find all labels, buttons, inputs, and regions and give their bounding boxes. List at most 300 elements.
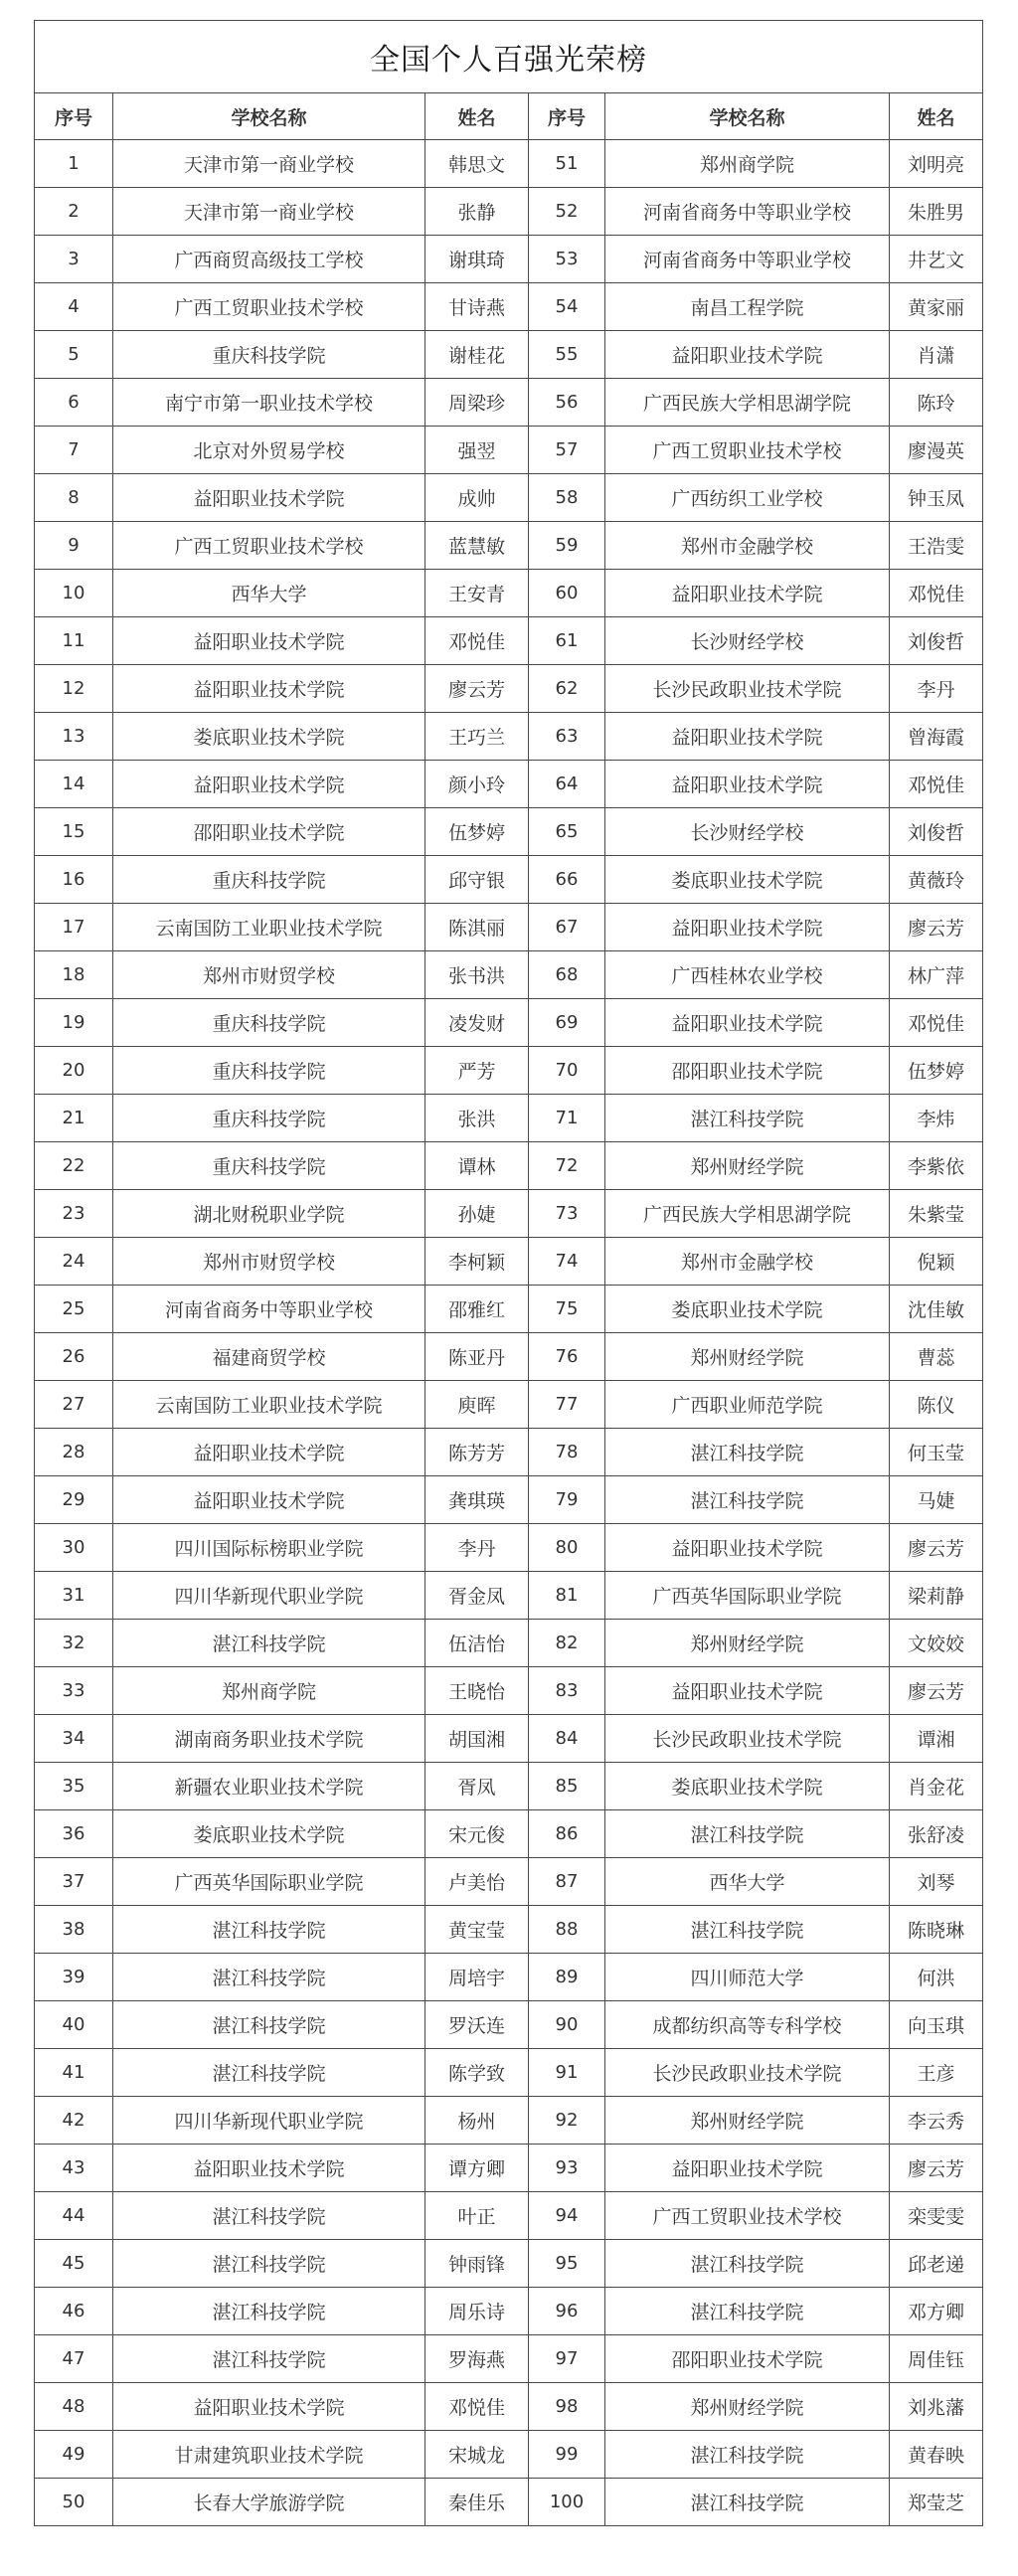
table-row: [35, 665, 983, 713]
left-rank-cell: 39: [35, 1954, 113, 2001]
table-row: [35, 1429, 983, 1476]
left-rank-cell: 34: [35, 1715, 113, 1763]
left-name-cell: 杨州: [425, 2097, 529, 2145]
left-school-cell: 湛江科技学院: [113, 1954, 425, 2001]
right-name-cell: 倪颖: [890, 1238, 983, 1286]
left-school-cell: 广西工贸职业技术学校: [113, 522, 425, 570]
right-rank-cell: 88: [529, 1906, 605, 1954]
right-name-cell: 黄家丽: [890, 283, 983, 331]
left-name-cell: 谢琪琦: [425, 236, 529, 283]
left-name-cell: 周梁珍: [425, 379, 529, 427]
right-school-cell: 益阳职业技术学院: [605, 999, 890, 1047]
left-name-cell: 谭林: [425, 1142, 529, 1190]
left-rank-cell: 13: [35, 713, 113, 761]
left-rank-cell: 43: [35, 2145, 113, 2192]
right-name-cell: 刘兆藩: [890, 2383, 983, 2431]
table-row: [35, 1047, 983, 1095]
right-school-cell: 长沙民政职业技术学院: [605, 1715, 890, 1763]
table-row: [35, 761, 983, 808]
right-rank-cell: 85: [529, 1763, 605, 1810]
left-rank-cell: 6: [35, 379, 113, 427]
left-rank-cell: 29: [35, 1476, 113, 1524]
right-name-cell: 何玉莹: [890, 1429, 983, 1476]
table-row: [35, 236, 983, 283]
right-name-cell: 肖金花: [890, 1763, 983, 1810]
right-rank-cell: 65: [529, 808, 605, 856]
right-rank-cell: 71: [529, 1095, 605, 1142]
right-rank-cell: 80: [529, 1524, 605, 1572]
table-row: [35, 1954, 983, 2001]
right-name-cell: 沈佳敏: [890, 1286, 983, 1333]
left-name-cell: 叶正: [425, 2192, 529, 2240]
right-rank-cell: 61: [529, 617, 605, 665]
left-school-cell: 福建商贸学校: [113, 1333, 425, 1381]
table-row: [35, 570, 983, 617]
left-rank-cell: 48: [35, 2383, 113, 2431]
table-row: [35, 1572, 983, 1620]
right-school-cell: 益阳职业技术学院: [605, 761, 890, 808]
left-rank-cell: 1: [35, 140, 113, 188]
right-rank-cell: 91: [529, 2049, 605, 2097]
left-name-cell: 李柯颖: [425, 1238, 529, 1286]
left-name-cell: 甘诗燕: [425, 283, 529, 331]
right-school-cell: 广西民族大学相思湖学院: [605, 1190, 890, 1238]
table-row: [35, 2479, 983, 2526]
table-row: [35, 1715, 983, 1763]
right-school-cell: 湛江科技学院: [605, 1095, 890, 1142]
table-row: [35, 2288, 983, 2335]
left-rank-cell: 27: [35, 1381, 113, 1429]
right-rank-cell: 79: [529, 1476, 605, 1524]
right-school-cell: 郑州市金融学校: [605, 522, 890, 570]
left-name-cell: 秦佳乐: [425, 2479, 529, 2526]
left-rank-cell: 42: [35, 2097, 113, 2145]
right-school-cell: 广西工贸职业技术学校: [605, 427, 890, 474]
right-rank-cell: 74: [529, 1238, 605, 1286]
right-school-cell: 河南省商务中等职业学校: [605, 188, 890, 236]
left-rank-cell: 20: [35, 1047, 113, 1095]
left-rank-cell: 18: [35, 951, 113, 999]
right-rank-cell: 73: [529, 1190, 605, 1238]
table-row: [35, 379, 983, 427]
header-school-left: 学校名称: [113, 93, 425, 140]
right-name-cell: 廖云芳: [890, 904, 983, 951]
table-row: [35, 808, 983, 856]
right-rank-cell: 76: [529, 1333, 605, 1381]
right-name-cell: 张舒凌: [890, 1810, 983, 1858]
table-row: [35, 1620, 983, 1667]
ranking-table: [34, 20, 983, 2526]
left-name-cell: 周培宇: [425, 1954, 529, 2001]
left-school-cell: 益阳职业技术学院: [113, 665, 425, 713]
right-school-cell: 娄底职业技术学院: [605, 1763, 890, 1810]
right-school-cell: 益阳职业技术学院: [605, 713, 890, 761]
left-rank-cell: 45: [35, 2240, 113, 2288]
left-school-cell: 郑州市财贸学校: [113, 951, 425, 999]
left-school-cell: 益阳职业技术学院: [113, 2145, 425, 2192]
right-rank-cell: 55: [529, 331, 605, 379]
right-school-cell: 益阳职业技术学院: [605, 570, 890, 617]
right-school-cell: 广西民族大学相思湖学院: [605, 379, 890, 427]
table-row: [35, 856, 983, 904]
right-school-cell: 湛江科技学院: [605, 1810, 890, 1858]
left-school-cell: 天津市第一商业学校: [113, 188, 425, 236]
right-name-cell: 谭湘: [890, 1715, 983, 1763]
right-school-cell: 长沙财经学校: [605, 617, 890, 665]
right-school-cell: 湛江科技学院: [605, 1476, 890, 1524]
left-school-cell: 甘肃建筑职业技术学院: [113, 2431, 425, 2479]
table-row: [35, 1381, 983, 1429]
right-school-cell: 湛江科技学院: [605, 2288, 890, 2335]
right-name-cell: 伍梦婷: [890, 1047, 983, 1095]
right-school-cell: 郑州财经学院: [605, 2097, 890, 2145]
left-name-cell: 陈学致: [425, 2049, 529, 2097]
table-row: [35, 427, 983, 474]
right-rank-cell: 62: [529, 665, 605, 713]
left-name-cell: 周乐诗: [425, 2288, 529, 2335]
left-rank-cell: 21: [35, 1095, 113, 1142]
right-rank-cell: 75: [529, 1286, 605, 1333]
table-row: [35, 999, 983, 1047]
right-rank-cell: 60: [529, 570, 605, 617]
left-school-cell: 河南省商务中等职业学校: [113, 1286, 425, 1333]
table-row: [35, 2097, 983, 2145]
left-name-cell: 韩思文: [425, 140, 529, 188]
table-row: [35, 2335, 983, 2383]
left-name-cell: 邱守银: [425, 856, 529, 904]
right-rank-cell: 83: [529, 1667, 605, 1715]
page-title: 全国个人百强光荣榜: [35, 21, 983, 93]
table-row: [35, 2001, 983, 2049]
table-row: [35, 331, 983, 379]
table-row: [35, 2049, 983, 2097]
right-rank-cell: 51: [529, 140, 605, 188]
left-name-cell: 张静: [425, 188, 529, 236]
right-school-cell: 广西纺织工业学校: [605, 474, 890, 522]
right-school-cell: 湛江科技学院: [605, 1906, 890, 1954]
left-rank-cell: 47: [35, 2335, 113, 2383]
left-school-cell: 广西工贸职业技术学校: [113, 283, 425, 331]
table-row: [35, 1476, 983, 1524]
right-rank-cell: 68: [529, 951, 605, 999]
right-name-cell: 何洪: [890, 1954, 983, 2001]
table-row: [35, 1095, 983, 1142]
right-rank-cell: 89: [529, 1954, 605, 2001]
left-school-cell: 湖南商务职业技术学院: [113, 1715, 425, 1763]
left-name-cell: 蓝慧敏: [425, 522, 529, 570]
table-row: [35, 1667, 983, 1715]
right-name-cell: 黄春映: [890, 2431, 983, 2479]
left-school-cell: 湛江科技学院: [113, 2288, 425, 2335]
right-name-cell: 郑莹芝: [890, 2479, 983, 2526]
left-name-cell: 胥凤: [425, 1763, 529, 1810]
left-name-cell: 严芳: [425, 1047, 529, 1095]
right-rank-cell: 52: [529, 188, 605, 236]
left-name-cell: 陈亚丹: [425, 1333, 529, 1381]
left-rank-cell: 22: [35, 1142, 113, 1190]
left-rank-cell: 15: [35, 808, 113, 856]
right-name-cell: 梁莉静: [890, 1572, 983, 1620]
right-school-cell: 郑州财经学院: [605, 1620, 890, 1667]
right-name-cell: 刘明亮: [890, 140, 983, 188]
left-rank-cell: 36: [35, 1810, 113, 1858]
left-name-cell: 张书洪: [425, 951, 529, 999]
left-name-cell: 宋元俊: [425, 1810, 529, 1858]
right-school-cell: 广西英华国际职业学院: [605, 1572, 890, 1620]
left-name-cell: 颜小玲: [425, 761, 529, 808]
left-rank-cell: 32: [35, 1620, 113, 1667]
left-school-cell: 湛江科技学院: [113, 2192, 425, 2240]
left-rank-cell: 7: [35, 427, 113, 474]
left-name-cell: 邓悦佳: [425, 2383, 529, 2431]
right-rank-cell: 99: [529, 2431, 605, 2479]
left-rank-cell: 31: [35, 1572, 113, 1620]
right-school-cell: 广西工贸职业技术学校: [605, 2192, 890, 2240]
right-name-cell: 周佳钰: [890, 2335, 983, 2383]
left-rank-cell: 5: [35, 331, 113, 379]
right-name-cell: 朱紫莹: [890, 1190, 983, 1238]
left-rank-cell: 4: [35, 283, 113, 331]
right-name-cell: 李紫依: [890, 1142, 983, 1190]
right-school-cell: 长沙民政职业技术学院: [605, 2049, 890, 2097]
left-name-cell: 胥金凤: [425, 1572, 529, 1620]
left-rank-cell: 49: [35, 2431, 113, 2479]
right-name-cell: 王浩雯: [890, 522, 983, 570]
left-rank-cell: 17: [35, 904, 113, 951]
table-row: [35, 2145, 983, 2192]
right-name-cell: 李炜: [890, 1095, 983, 1142]
table-body: [35, 140, 983, 2526]
right-rank-cell: 98: [529, 2383, 605, 2431]
left-name-cell: 廖云芳: [425, 665, 529, 713]
right-school-cell: 邵阳职业技术学院: [605, 1047, 890, 1095]
left-rank-cell: 24: [35, 1238, 113, 1286]
left-name-cell: 宋城龙: [425, 2431, 529, 2479]
header-rank-left: 序号: [35, 93, 113, 140]
left-name-cell: 黄宝莹: [425, 1906, 529, 1954]
right-name-cell: 李云秀: [890, 2097, 983, 2145]
left-name-cell: 强翌: [425, 427, 529, 474]
left-school-cell: 益阳职业技术学院: [113, 474, 425, 522]
right-name-cell: 朱胜男: [890, 188, 983, 236]
table-row: [35, 1142, 983, 1190]
table-row: [35, 1190, 983, 1238]
table-row: [35, 1238, 983, 1286]
right-school-cell: 西华大学: [605, 1858, 890, 1906]
right-rank-cell: 58: [529, 474, 605, 522]
right-school-cell: 郑州财经学院: [605, 1142, 890, 1190]
right-rank-cell: 77: [529, 1381, 605, 1429]
left-rank-cell: 33: [35, 1667, 113, 1715]
right-name-cell: 李丹: [890, 665, 983, 713]
right-school-cell: 湛江科技学院: [605, 2431, 890, 2479]
right-school-cell: 长沙财经学校: [605, 808, 890, 856]
left-school-cell: 重庆科技学院: [113, 331, 425, 379]
left-name-cell: 罗海燕: [425, 2335, 529, 2383]
table-row: [35, 713, 983, 761]
left-name-cell: 王巧兰: [425, 713, 529, 761]
right-school-cell: 广西桂林农业学校: [605, 951, 890, 999]
right-school-cell: 郑州商学院: [605, 140, 890, 188]
left-rank-cell: 46: [35, 2288, 113, 2335]
left-name-cell: 钟雨锋: [425, 2240, 529, 2288]
left-school-cell: 北京对外贸易学校: [113, 427, 425, 474]
right-name-cell: 向玉琪: [890, 2001, 983, 2049]
right-rank-cell: 56: [529, 379, 605, 427]
right-school-cell: 湛江科技学院: [605, 2479, 890, 2526]
header-name-right: 姓名: [890, 93, 983, 140]
right-rank-cell: 94: [529, 2192, 605, 2240]
left-rank-cell: 16: [35, 856, 113, 904]
right-name-cell: 刘俊哲: [890, 808, 983, 856]
left-rank-cell: 2: [35, 188, 113, 236]
table-row: [35, 1858, 983, 1906]
left-school-cell: 重庆科技学院: [113, 999, 425, 1047]
right-rank-cell: 93: [529, 2145, 605, 2192]
right-school-cell: 益阳职业技术学院: [605, 1667, 890, 1715]
header-name-left: 姓名: [425, 93, 529, 140]
right-name-cell: 邱老递: [890, 2240, 983, 2288]
left-school-cell: 云南国防工业职业技术学院: [113, 1381, 425, 1429]
table-row: [35, 140, 983, 188]
left-school-cell: 南宁市第一职业技术学校: [113, 379, 425, 427]
left-school-cell: 新疆农业职业技术学院: [113, 1763, 425, 1810]
right-school-cell: 邵阳职业技术学院: [605, 2335, 890, 2383]
left-school-cell: 湛江科技学院: [113, 1906, 425, 1954]
right-rank-cell: 82: [529, 1620, 605, 1667]
right-rank-cell: 87: [529, 1858, 605, 1906]
left-name-cell: 陈芳芳: [425, 1429, 529, 1476]
left-school-cell: 西华大学: [113, 570, 425, 617]
right-name-cell: 曹蕊: [890, 1333, 983, 1381]
left-rank-cell: 9: [35, 522, 113, 570]
header-school-right: 学校名称: [605, 93, 890, 140]
right-school-cell: 郑州财经学院: [605, 2383, 890, 2431]
right-school-cell: 娄底职业技术学院: [605, 856, 890, 904]
left-name-cell: 孙婕: [425, 1190, 529, 1238]
right-school-cell: 四川师范大学: [605, 1954, 890, 2001]
table-row: [35, 2192, 983, 2240]
left-school-cell: 邵阳职业技术学院: [113, 808, 425, 856]
left-name-cell: 王晓怡: [425, 1667, 529, 1715]
right-name-cell: 刘俊哲: [890, 617, 983, 665]
right-name-cell: 刘琴: [890, 1858, 983, 1906]
left-rank-cell: 8: [35, 474, 113, 522]
left-school-cell: 广西商贸高级技工学校: [113, 236, 425, 283]
left-school-cell: 娄底职业技术学院: [113, 1810, 425, 1858]
left-name-cell: 伍梦婷: [425, 808, 529, 856]
left-rank-cell: 35: [35, 1763, 113, 1810]
right-rank-cell: 54: [529, 283, 605, 331]
right-school-cell: 广西职业师范学院: [605, 1381, 890, 1429]
left-school-cell: 娄底职业技术学院: [113, 713, 425, 761]
left-school-cell: 湛江科技学院: [113, 2049, 425, 2097]
right-school-cell: 郑州财经学院: [605, 1333, 890, 1381]
left-rank-cell: 10: [35, 570, 113, 617]
right-name-cell: 黄薇玲: [890, 856, 983, 904]
right-rank-cell: 69: [529, 999, 605, 1047]
right-name-cell: 陈晓琳: [890, 1906, 983, 1954]
right-rank-cell: 95: [529, 2240, 605, 2288]
left-school-cell: 天津市第一商业学校: [113, 140, 425, 188]
right-name-cell: 邓悦佳: [890, 570, 983, 617]
left-school-cell: 益阳职业技术学院: [113, 1476, 425, 1524]
right-name-cell: 钟玉凤: [890, 474, 983, 522]
left-name-cell: 邓悦佳: [425, 617, 529, 665]
left-rank-cell: 37: [35, 1858, 113, 1906]
right-rank-cell: 63: [529, 713, 605, 761]
left-name-cell: 王安青: [425, 570, 529, 617]
title-row: [35, 21, 983, 93]
table-row: [35, 1524, 983, 1572]
left-school-cell: 重庆科技学院: [113, 1095, 425, 1142]
right-name-cell: 马婕: [890, 1476, 983, 1524]
left-rank-cell: 14: [35, 761, 113, 808]
table-row: [35, 1286, 983, 1333]
right-name-cell: 廖云芳: [890, 1524, 983, 1572]
left-rank-cell: 19: [35, 999, 113, 1047]
left-name-cell: 罗沃连: [425, 2001, 529, 2049]
left-school-cell: 湛江科技学院: [113, 2001, 425, 2049]
left-name-cell: 陈淇丽: [425, 904, 529, 951]
table-row: [35, 1906, 983, 1954]
right-school-cell: 成都纺织高等专科学校: [605, 2001, 890, 2049]
table-row: [35, 188, 983, 236]
right-rank-cell: 81: [529, 1572, 605, 1620]
right-school-cell: 益阳职业技术学院: [605, 904, 890, 951]
right-rank-cell: 86: [529, 1810, 605, 1858]
left-school-cell: 重庆科技学院: [113, 856, 425, 904]
left-rank-cell: 44: [35, 2192, 113, 2240]
right-rank-cell: 66: [529, 856, 605, 904]
left-school-cell: 云南国防工业职业技术学院: [113, 904, 425, 951]
left-rank-cell: 23: [35, 1190, 113, 1238]
right-school-cell: 长沙民政职业技术学院: [605, 665, 890, 713]
table-row: [35, 474, 983, 522]
left-rank-cell: 11: [35, 617, 113, 665]
left-name-cell: 胡国湘: [425, 1715, 529, 1763]
right-rank-cell: 84: [529, 1715, 605, 1763]
right-rank-cell: 70: [529, 1047, 605, 1095]
right-school-cell: 益阳职业技术学院: [605, 331, 890, 379]
left-rank-cell: 41: [35, 2049, 113, 2097]
left-rank-cell: 38: [35, 1906, 113, 1954]
table-row: [35, 1333, 983, 1381]
left-school-cell: 益阳职业技术学院: [113, 2383, 425, 2431]
left-school-cell: 郑州商学院: [113, 1667, 425, 1715]
right-name-cell: 肖潇: [890, 331, 983, 379]
right-school-cell: 益阳职业技术学院: [605, 2145, 890, 2192]
right-rank-cell: 97: [529, 2335, 605, 2383]
right-school-cell: 湛江科技学院: [605, 2240, 890, 2288]
right-rank-cell: 59: [529, 522, 605, 570]
right-name-cell: 邓悦佳: [890, 761, 983, 808]
left-school-cell: 郑州市财贸学校: [113, 1238, 425, 1286]
right-rank-cell: 53: [529, 236, 605, 283]
right-name-cell: 井艺文: [890, 236, 983, 283]
left-rank-cell: 3: [35, 236, 113, 283]
right-name-cell: 廖漫英: [890, 427, 983, 474]
right-rank-cell: 96: [529, 2288, 605, 2335]
right-school-cell: 郑州市金融学校: [605, 1238, 890, 1286]
left-rank-cell: 26: [35, 1333, 113, 1381]
right-name-cell: 廖云芳: [890, 2145, 983, 2192]
left-name-cell: 伍洁怡: [425, 1620, 529, 1667]
right-name-cell: 廖云芳: [890, 1667, 983, 1715]
left-name-cell: 成帅: [425, 474, 529, 522]
header-rank-right: 序号: [529, 93, 605, 140]
table-row: [35, 617, 983, 665]
